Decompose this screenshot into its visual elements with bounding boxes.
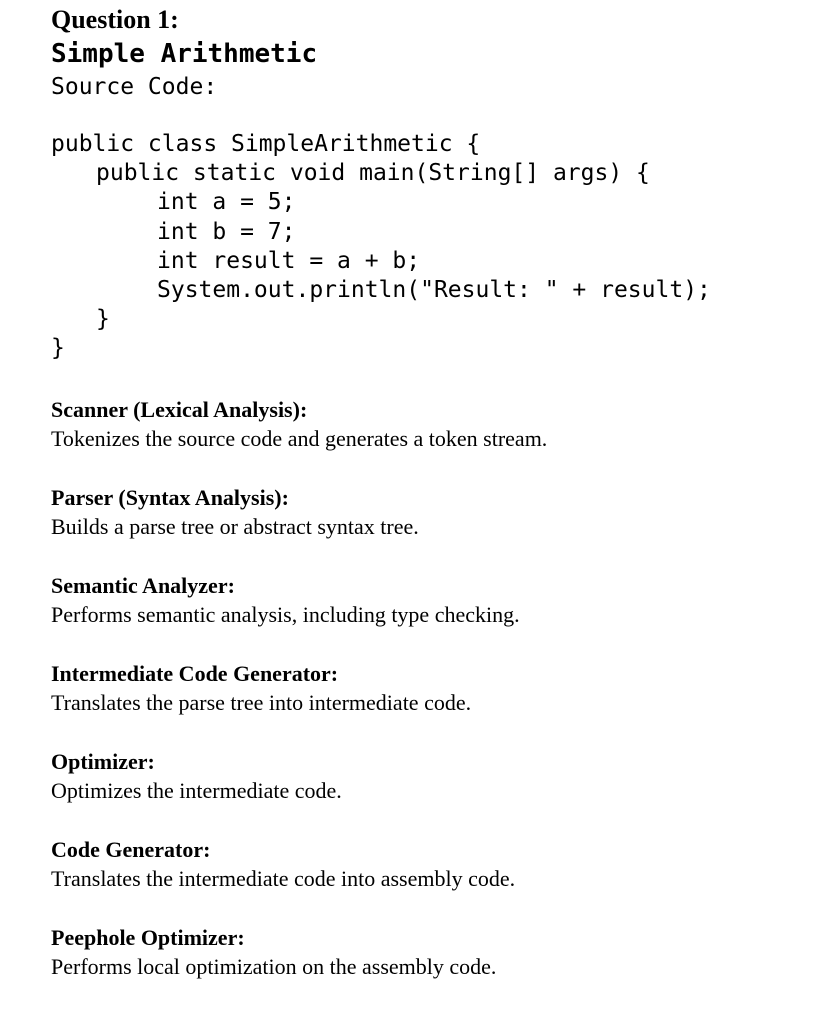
code-line-close-class: } — [51, 335, 65, 362]
code-line-print-result: System.out.println("Result: " + result); — [157, 276, 711, 303]
phase-peephole-optimizer — [51, 923, 828, 1011]
phase-description: Performs semantic analysis, including type checking. — [51, 602, 520, 627]
code-line-declare-b: int b = 7; — [157, 218, 296, 245]
code-line-declare-a: int a = 5; — [157, 189, 296, 216]
phase-description: Translates the parse tree into intermediate code. — [51, 690, 472, 715]
phase-code-generator — [51, 835, 828, 923]
code-line-main-declaration: public static void main(String[] args) { — [96, 160, 650, 187]
phase-name: Peephole Optimizer: — [51, 925, 245, 950]
phase-name: Semantic Analyzer: — [51, 573, 235, 598]
phase-semantic-analyzer — [51, 571, 828, 659]
compiler-phases-list — [51, 395, 828, 1011]
phase-optimizer — [51, 747, 828, 835]
phase-description: Performs local optimization on the assembly code. — [51, 954, 497, 979]
question-title: Simple Arithmetic — [51, 39, 318, 69]
phase-description: Translates the intermediate code into assembly code. — [51, 866, 516, 891]
phase-name: Parser (Syntax Analysis): — [51, 485, 289, 510]
code-line-class-declaration: public class SimpleArithmetic { — [51, 131, 481, 157]
phase-name: Optimizer: — [51, 749, 155, 774]
phase-name: Intermediate Code Generator: — [51, 661, 339, 686]
source-code-block — [51, 130, 711, 364]
phase-name: Code Generator: — [51, 837, 211, 862]
source-code-label: Source Code: — [51, 74, 218, 100]
phase-scanner — [51, 395, 828, 483]
question-label: Question 1: — [51, 5, 179, 34]
code-line-compute-result: int result = a + b; — [157, 247, 421, 274]
phase-name: Scanner (Lexical Analysis): — [51, 397, 308, 422]
phase-parser — [51, 483, 828, 571]
document-page — [51, 0, 828, 1000]
phase-description: Tokenizes the source code and generates a token stream. — [51, 426, 548, 451]
code-line-close-main: } — [96, 306, 110, 333]
phase-description: Optimizes the intermediate code. — [51, 778, 342, 803]
phase-intermediate-code-generator — [51, 659, 828, 747]
phase-description: Builds a parse tree or abstract syntax tree. — [51, 514, 419, 539]
